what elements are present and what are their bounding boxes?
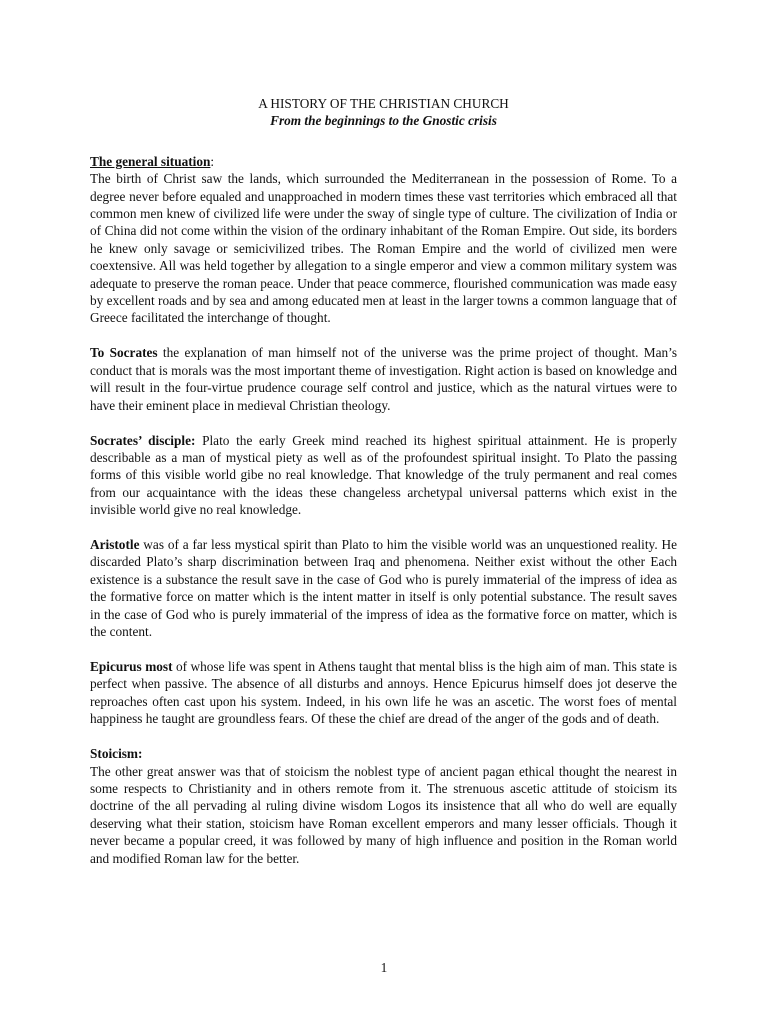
section-heading: Epicurus most — [90, 658, 173, 674]
section-aristotle — [90, 536, 677, 640]
section-general-situation — [90, 153, 677, 327]
document-subtitle: From the beginnings to the Gnostic crisis — [270, 113, 497, 129]
document-page — [90, 95, 677, 884]
section-body: The birth of Christ saw the lands, which surrounded the Mediterranean in the possession of Rome. To a degree never before equaled and unapproached in modern times these vast territories which embraced all that common men knew of civilized life were under the sway of single type of culture. The civilization of India or of China did not come within the vision of the ordinary inhabitant of the Roman Empire. Out side, its borders he knew only savage or semicivilized tribes. The Roman Empire and the world of civilized men were coextensive. All was held together by allegation to a single emperor and view a common military system was adequate to preserve the roman peace. Under that peace commerce, flourished communication was made easy by excellent roads and by sea and among educated men at least in the larger towns a common language that of Greece facilitated the interchange of thought. — [90, 171, 677, 326]
heading-colon: : — [210, 153, 215, 169]
section-plato — [90, 432, 677, 519]
section-paragraph — [90, 658, 677, 728]
section-stoicism — [90, 745, 677, 867]
section-socrates — [90, 344, 677, 414]
section-heading: Aristotle — [90, 537, 140, 553]
section-paragraph — [90, 344, 677, 414]
section-heading: Socrates’ disciple: — [90, 432, 196, 448]
section-heading-line — [90, 153, 677, 170]
section-body: was of a far less mystical spirit than Plato to him the visible world was an unquestioned reality. He discarded Plato’s sharp discrimination between Iraq and phenomena. Neither exist without the other Each existence is a substance the result save in the case of God who is purely immaterial of the impress of idea as the formative force on matter which is the intent matter in itself is only potential substance. The result saves in the case of God who is purely immaterial of the impress of idea as the formative force on matter, which is the content. — [90, 537, 677, 640]
section-body: the explanation of man himself not of the universe was the prime project of thought. Man’s conduct that is morals was the most important theme of investigation. Right action is based on knowledge and will result in the four-virtue prudence courage self control and justice, which as the natural virtues were to have their eminent place in medieval Christian theology. — [90, 345, 678, 413]
section-heading: The general situation — [90, 153, 211, 169]
section-body: Plato the early Greek mind reached its highest spiritual attainment. He is properly describable as a man of mystical piety as well as of the profoundest spiritual insight. To Plato the passing forms of this visible world gibe no real knowledge. That knowledge of the truly permanent and real comes from our acquaintance with the ideas these changeless archetypal universal patterns which exist in the invisible world give no real knowledge. — [90, 432, 677, 518]
document-title: A HISTORY OF THE CHRISTIAN CHURCH — [258, 96, 509, 111]
section-heading: To Socrates — [90, 345, 158, 361]
page-number: 1 — [380, 960, 388, 975]
section-epicurus — [90, 658, 677, 728]
section-heading: Stoicism: — [90, 746, 143, 762]
section-body: of whose life was spent in Athens taught that mental bliss is the high aim of man. This state is perfect when passive. The absence of all disturbs and annoys. Hence Epicurus himself does jot deserve the reproaches often cast upon his system. Indeed, in his own life he was an ascetic. The worst foes of mental happiness he taught are groundless fears. Of these the chief are dread of the anger of the gods and of death. — [90, 658, 677, 727]
section-paragraph — [90, 536, 677, 640]
section-body: The other great answer was that of stoicism the noblest type of ancient pagan ethical thought the nearest in some respects to Christianity and in others remote from it. The strenuous ascetic attitude of stoicism its doctrine of the all pervading al ruling divine wisdom Logos its insistence that all who do well are equally deserving what their station, stoicism have Roman excellent emperors and many lesser officials. Though it never became a popular creed, it was followed by many of high influence and position in the Roman world and modified Roman law for the better. — [90, 763, 677, 866]
section-paragraph — [90, 432, 677, 519]
